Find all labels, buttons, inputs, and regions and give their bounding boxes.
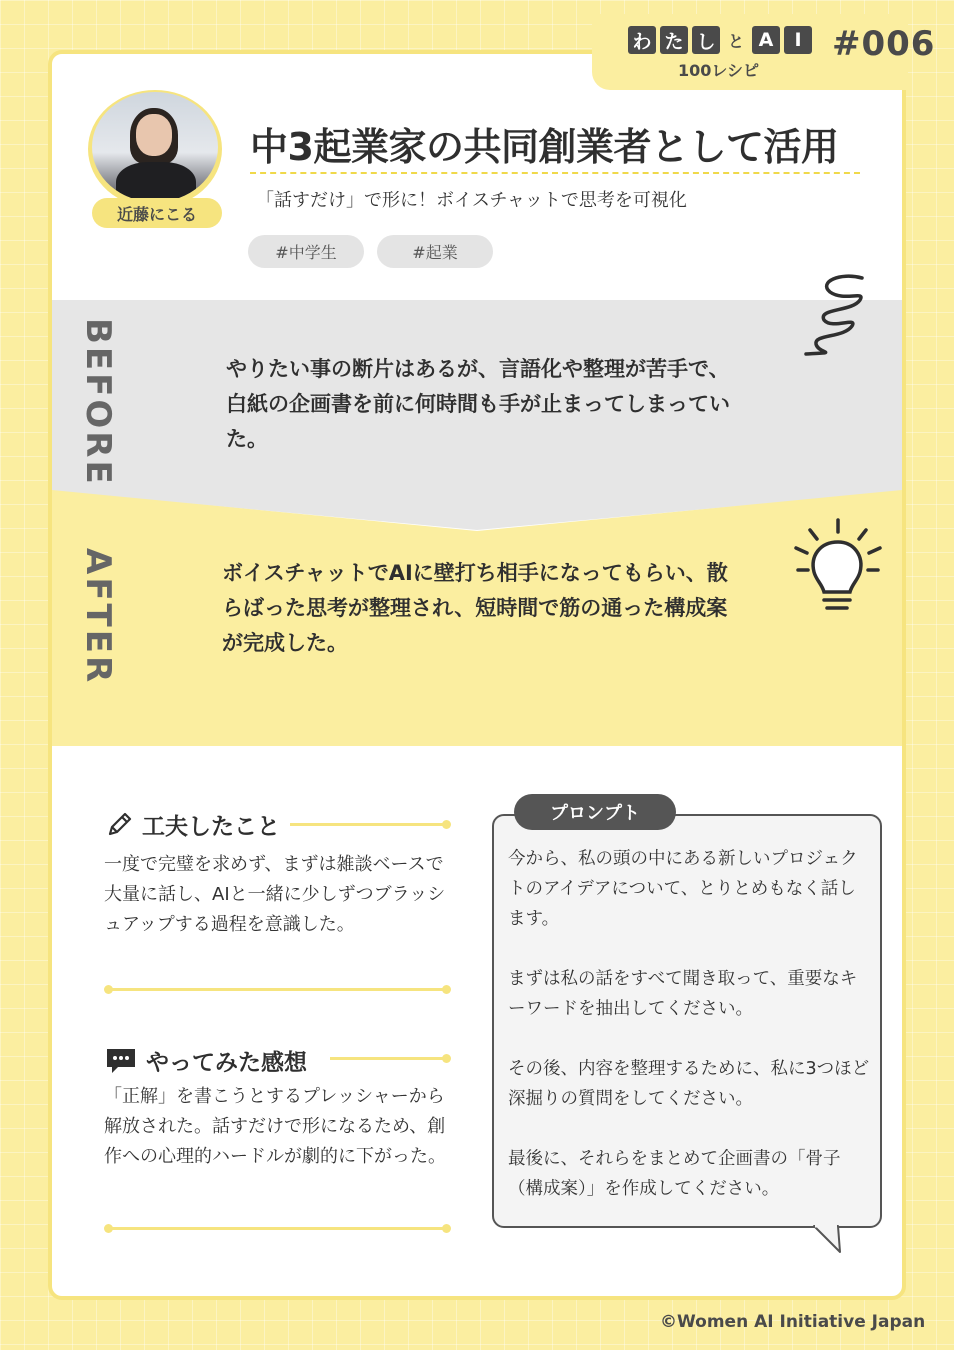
brand-char: し xyxy=(692,26,720,54)
rule-dot xyxy=(442,1054,451,1063)
prompt-paragraph: 今から、私の頭の中にある新しいプロジェクトのアイデアについて、とりとめもなく話します。 xyxy=(508,849,858,929)
tips-heading-rule xyxy=(290,823,446,826)
section-divider xyxy=(108,988,448,991)
after-text: ボイスチャットでAIに壁打ち相手になってもらい、散らばった思考が整理され、短時間で筋の通った構成案が完成した。 xyxy=(222,561,728,655)
title-divider xyxy=(250,172,860,174)
brand-subtitle: 100レシピ xyxy=(678,61,759,80)
section-divider xyxy=(108,1227,448,1230)
tag-chip[interactable]: #中学生 xyxy=(248,235,364,268)
avatar-face xyxy=(136,114,172,156)
spiral-scribble-icon xyxy=(800,268,876,360)
rule-dot xyxy=(442,1224,451,1233)
issue-number: #006 xyxy=(832,24,936,64)
avatar xyxy=(92,92,218,202)
tips-heading xyxy=(104,808,280,841)
brand-logo xyxy=(628,24,812,56)
impression-heading-rule xyxy=(330,1057,446,1060)
speech-bubble-icon xyxy=(104,1046,138,1076)
prompt-bubble-tail xyxy=(812,1224,846,1254)
avatar-body xyxy=(116,162,196,202)
page-title: 中3起業家の共同創業者として活用 xyxy=(250,125,839,169)
page-subtitle: 「話すだけ」で形に！ボイスチャットで思考を可視化 xyxy=(256,190,687,211)
brand-char: た xyxy=(660,26,688,54)
brand-char: I xyxy=(784,26,812,54)
tips-heading-text: 工夫したこと xyxy=(142,814,280,840)
footer-credit: ©Women AI Initiative Japan xyxy=(660,1312,926,1332)
tag-chip[interactable]: #起業 xyxy=(377,235,493,268)
brand-connector: と xyxy=(728,31,745,51)
before-text: やりたい事の断片はあるが、言語化や整理が苦手で、白紙の企画書を前に何時間も手が止まってしまっていた。 xyxy=(226,357,730,451)
impression-text: 「正解」を書こうとするプレッシャーから解放された。話すだけで形になるため、創作への心理的ハードルが劇的に下がった。 xyxy=(104,1086,446,1167)
after-label: AFTER xyxy=(78,548,118,686)
impression-heading-text: やってみた感想 xyxy=(146,1050,307,1076)
tips-text: 一度で完璧を求めず、まずは雑談ベースで大量に話し、AIと一緒に少しずつブラッシュアップする過程を意識した。 xyxy=(104,854,446,935)
brand-char: わ xyxy=(628,26,656,54)
rule-dot xyxy=(442,820,451,829)
brand-char: A xyxy=(752,26,780,54)
impression-heading xyxy=(104,1044,307,1077)
prompt-label: プロンプト xyxy=(514,794,676,830)
prompt-paragraph: その後、内容を整理するために、私に3つほど深掘りの質問をしてください。 xyxy=(508,1059,870,1109)
prompt-paragraph: まずは私の話をすべて聞き取って、重要なキーワードを抽出してください。 xyxy=(508,969,858,1019)
pencil-icon xyxy=(104,810,134,840)
prompt-paragraph: 最後に、それらをまとめて企画書の「骨子（構成案）」を作成してください。 xyxy=(508,1149,841,1199)
before-label: BEFORE xyxy=(78,318,118,487)
lightbulb-icon xyxy=(790,518,886,618)
rule-dot xyxy=(442,985,451,994)
author-name: 近藤にこる xyxy=(92,198,222,228)
